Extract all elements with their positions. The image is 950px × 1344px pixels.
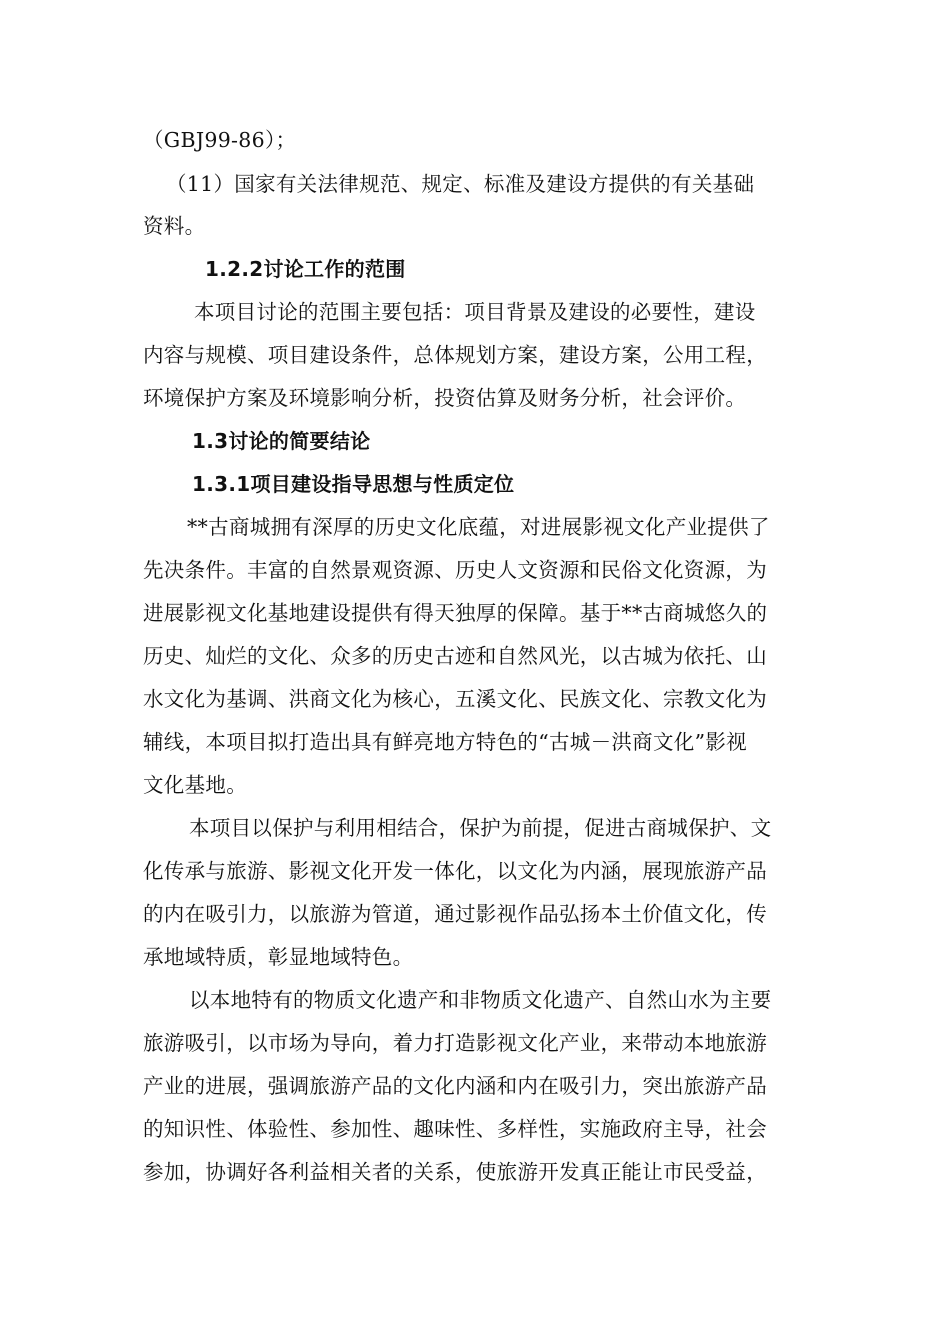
section-heading: 1.3讨论的简要结论: [192, 429, 371, 453]
text-line: 以本地特有的物质文化遗产和非物质文化遗产、自然山水为主要: [189, 988, 772, 1012]
text-line: （GBJ99-86）；: [143, 128, 297, 152]
text-line: 本项目以保护与利用相结合，保护为前提，促进古商城保护、文: [189, 816, 772, 840]
text-line: 文化基地。: [143, 773, 247, 797]
text-line: 参加，协调好各利益相关者的关系，使旅游开发真正能让市民受益，: [143, 1160, 767, 1184]
text-line: **古商城拥有深厚的历史文化底蕴，对进展影视文化产业提供了: [187, 515, 770, 539]
section-heading: 1.3.1项目建设指导思想与性质定位: [192, 472, 515, 496]
text-line: 资料。: [143, 214, 206, 238]
text-line: 本项目讨论的范围主要包括：项目背景及建设的必要性，建设: [194, 300, 756, 324]
text-line: 环境保护方案及环境影响分析，投资估算及财务分析，社会评价。: [143, 386, 747, 410]
text-line: 水文化为基调、洪商文化为核心，五溪文化、民族文化、宗教文化为: [143, 687, 767, 711]
text-line: 产业的进展，强调旅游产品的文化内涵和内在吸引力，突出旅游产品: [143, 1074, 767, 1098]
text-line: 的知识性、体验性、参加性、趣味性、多样性，实施政府主导，社会: [143, 1117, 767, 1141]
section-heading: 1.2.2讨论工作的范围: [205, 257, 406, 281]
text-line: 历史、灿烂的文化、众多的历史古迹和自然风光，以古城为依托、山: [143, 644, 767, 668]
text-line: 先决条件。丰富的自然景观资源、历史人文资源和民俗文化资源，为: [143, 558, 767, 582]
text-line: 内容与规模、项目建设条件，总体规划方案，建设方案，公用工程，: [143, 343, 767, 367]
text-line: 化传承与旅游、影视文化开发一体化，以文化为内涵，展现旅游产品: [143, 859, 767, 883]
text-line: 辅线，本项目拟打造出具有鲜亮地方特色的“古城－洪商文化”影视: [143, 730, 747, 754]
text-line: 承地域特质，彰显地域特色。: [143, 945, 414, 969]
text-line: 旅游吸引，以市场为导向，着力打造影视文化产业，来带动本地旅游: [143, 1031, 767, 1055]
text-line: （11）国家有关法律规范、规定、标准及建设方提供的有关基础: [166, 172, 755, 196]
text-line: 的内在吸引力，以旅游为管道，通过影视作品弘扬本土价值文化，传: [143, 902, 767, 926]
text-line: 进展影视文化基地建设提供有得天独厚的保障。基于**古商城悠久的: [143, 601, 768, 625]
